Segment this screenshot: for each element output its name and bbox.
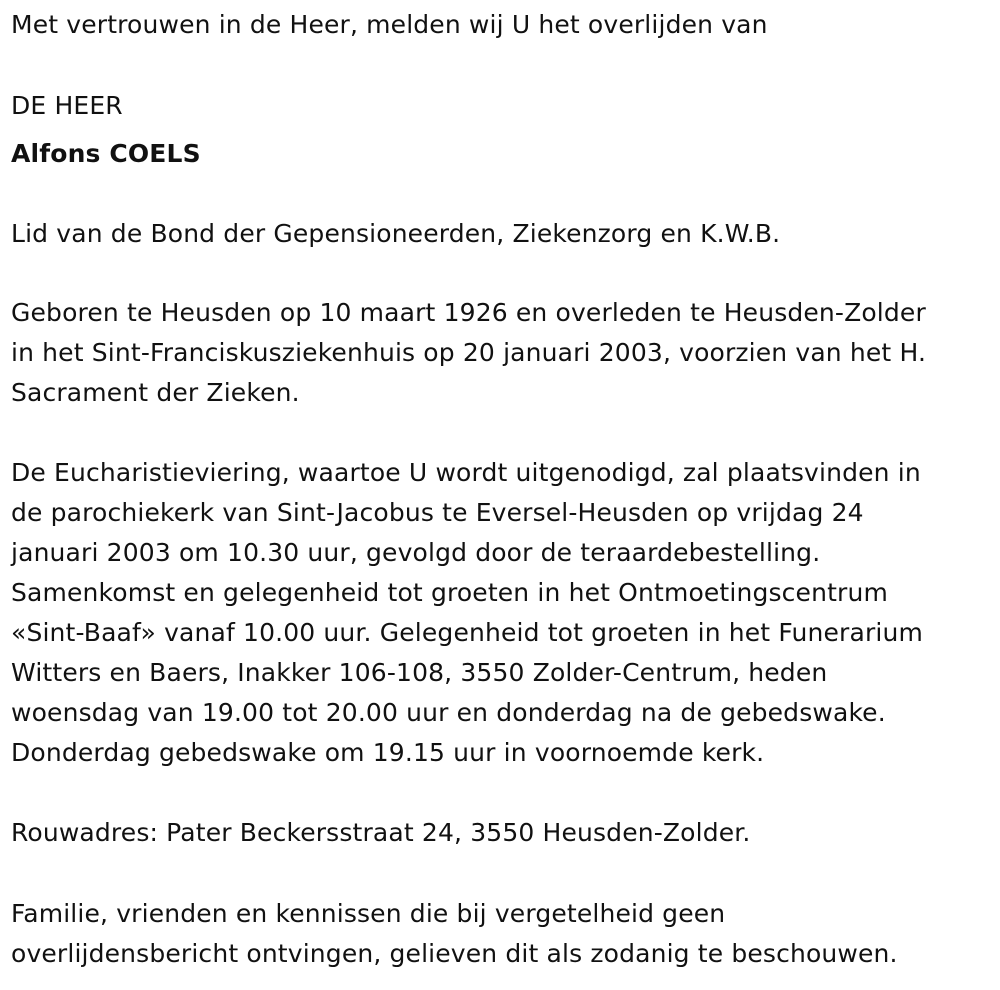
birth-death-line: in het Sint-Franciskusziekenhuis op 20 januari 2003, voorzien van het H. (11, 338, 927, 367)
ceremony-line: januari 2003 om 10.30 uur, gevolgd door de teraardebestelling. (11, 538, 821, 567)
ceremony-line: de parochiekerk van Sint-Jacobus te Eversel-Heusden op vrijdag 24 (11, 498, 864, 527)
ceremony-line: Samenkomst en gelegenheid tot groeten in het Ontmoetingscentrum (11, 578, 888, 607)
birth-death-line: Geboren te Heusden op 10 maart 1926 en overleden te Heusden-Zolder (11, 298, 926, 327)
ceremony-line: Witters en Baers, Inakker 106-108, 3550 Zolder-Centrum, heden (11, 658, 828, 687)
birth-death-line: Sacrament der Zieken. (11, 378, 300, 407)
intro-text: Met vertrouwen in de Heer, melden wij U het overlijden van (11, 10, 768, 39)
ceremony-line: «Sint-Baaf» vanaf 10.00 uur. Gelegenheid tot groeten in het Funerarium (11, 618, 923, 647)
closing-line: overlijdensbericht ontvingen, gelieven dit als zodanig te beschouwen. (11, 939, 898, 968)
ceremony-line: De Eucharistieviering, waartoe U wordt uitgenodigd, zal plaatsvinden in (11, 458, 921, 487)
ceremony-line: Donderdag gebedswake om 19.15 uur in voornoemde kerk. (11, 738, 765, 767)
closing-line: Familie, vrienden en kennissen die bij vergetelheid geen (11, 899, 726, 928)
deceased-name: Alfons COELS (11, 139, 201, 168)
ceremony-line: woensdag van 19.00 tot 20.00 uur en donderdag na de gebedswake. (11, 698, 886, 727)
deceased-title: DE HEER (11, 91, 123, 120)
membership-text: Lid van de Bond der Gepensioneerden, Ziekenzorg en K.W.B. (11, 219, 781, 248)
mourning-address: Rouwadres: Pater Beckersstraat 24, 3550 Heusden-Zolder. (11, 818, 751, 847)
